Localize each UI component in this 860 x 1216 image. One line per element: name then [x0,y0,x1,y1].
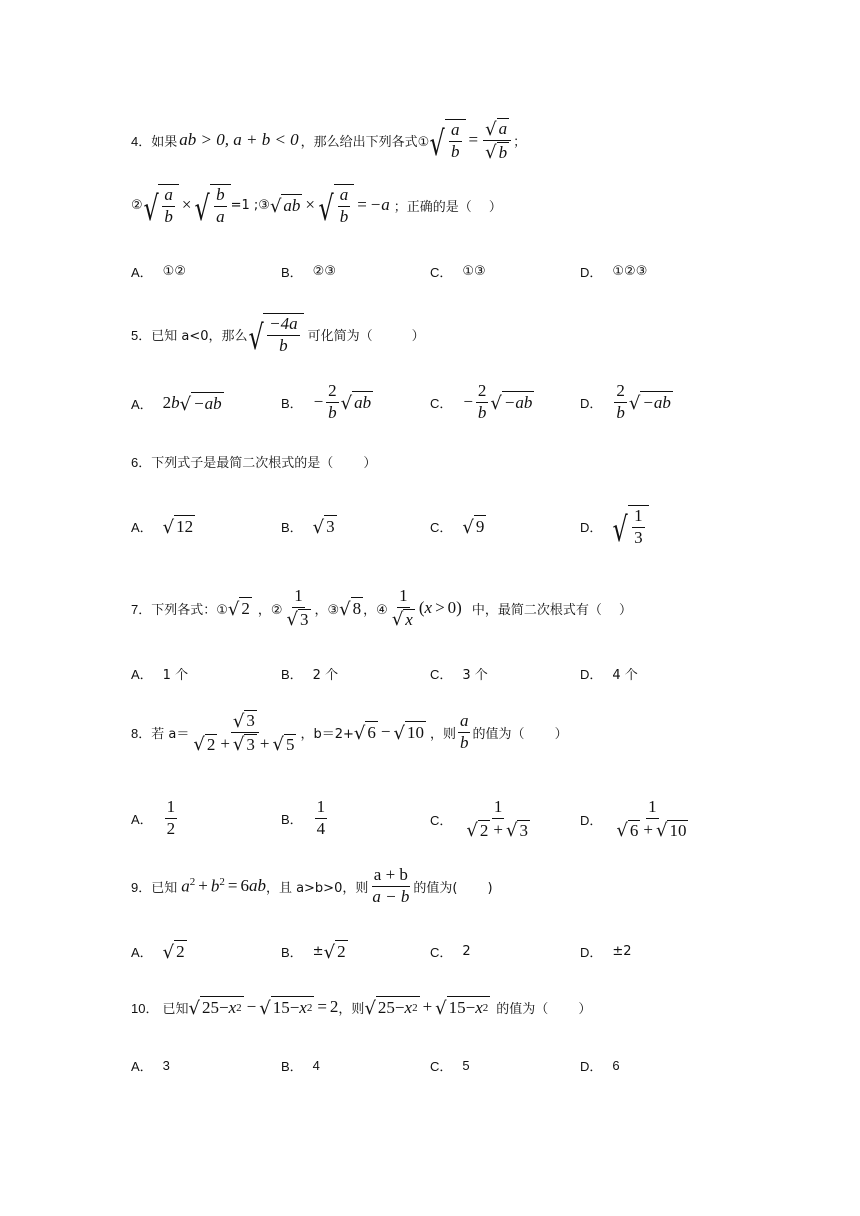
fraction: √ 3 √ 2 + √ 3 + √ 5 [193,710,295,756]
option-b[interactable]: B． − $\frac{2}{b}$ √ ab [281,381,372,422]
option-a[interactable]: A． 2 b √ −ab [131,393,222,415]
question-number: 10． [131,1000,159,1016]
option-a[interactable]: A． 1 个 [131,667,189,683]
option-c[interactable]: C． 2 [430,944,471,960]
option-a[interactable]: A． ①② [131,264,186,280]
question-7: 7． 下列各式：① √ 2 ，② 1 √ 3 ，③ √ 8 ，④ 1 √ x ( x > 0) 中，最简二次根式有（ ） [131,586,632,631]
question-number: 7． [131,601,152,617]
option-a[interactable]: A． √ 2 [131,942,185,963]
option-b[interactable]: B． ②③ [281,264,336,280]
option-b[interactable]: B． ± √ 2 [281,942,346,963]
option-c[interactable]: C． 1 √ 2 + √ 3 [430,797,528,842]
question-number: 5． [131,327,152,343]
option-d[interactable]: D． ±2 [580,944,632,960]
question-4-line-1: 4． 如果 ab > 0, a + b < 0 ，那么给出下列各式① √ $\frac{a}{b}$ = √ a √ b ； [131,118,527,165]
question-number: 6． [131,455,152,470]
option-a[interactable]: A． 3 [131,1058,170,1074]
option-c[interactable]: C． 3 个 [430,667,488,683]
question-4-line-2: ② √ $\frac{a}{b}$ × √ $\frac{b}{a}$ =1 ; ③ √ ab × √ $\frac{a}{b}$ = −a ；正确的是（ ） [131,185,502,230]
radical: √ $\frac{a}{b}$ [429,119,465,161]
option-b[interactable]: B． 4 [281,1058,320,1074]
option-c[interactable]: C． 5 [430,1058,470,1074]
question-number: 4． [131,133,152,149]
question-8: 8． 若 a＝ √ 3 √ 2 + √ 3 + √ 5 ，b＝2+ √ 6 − √ 10 ，则 $\frac{a}{b}$ 的值为（ ） [131,710,568,756]
option-d[interactable]: D． 1 √ 6 + √ 10 [580,797,687,842]
option-c[interactable]: C． − $\frac{2}{b}$ √ −ab [430,381,533,422]
option-d[interactable]: D． 6 [580,1058,620,1074]
question-number: 9． [131,879,152,895]
question-5: 5． 已知 a<0，那么 √ $\frac{-4a}{b}$ 可化简为（ ） [131,314,425,359]
option-d[interactable]: D． ①②③ [580,264,648,280]
option-c[interactable]: C． ①③ [430,264,486,280]
condition: ab > 0, a + b < 0 [179,130,299,150]
question-number: 8． [131,725,152,741]
option-d[interactable]: D． 4 个 [580,667,638,683]
option-d[interactable]: D． √ $\frac{1}{3}$ [580,505,649,547]
fraction: √ a √ b [483,118,511,162]
question-10: 10． 已知 √ 25− x 2 − √ 15− x 2 = 2 ，则 √ 25− x 2 + √ 15− x 2 的值为（ ） [131,997,592,1019]
option-b[interactable]: B． √ 3 [281,517,335,538]
option-b[interactable]: B． $\frac{1}{4}$ [281,797,326,838]
option-c[interactable]: C． √ 9 [430,517,485,538]
question-6: 6． 下列式子是最简二次根式的是（ ） [131,452,376,471]
option-a[interactable]: A． $\frac{1}{2}$ [131,797,176,838]
option-d[interactable]: D． $\frac{2}{b}$ √ −ab [580,381,671,422]
option-a[interactable]: A． √ 12 [131,517,194,538]
option-b[interactable]: B． 2 个 [281,667,339,683]
question-9: 9． 已知 $a^2$ + $b^2$ = 6 ab ，且 a>b>0，则 $\frac{a + b}{a - b}$ 的值为( ) [131,865,493,906]
